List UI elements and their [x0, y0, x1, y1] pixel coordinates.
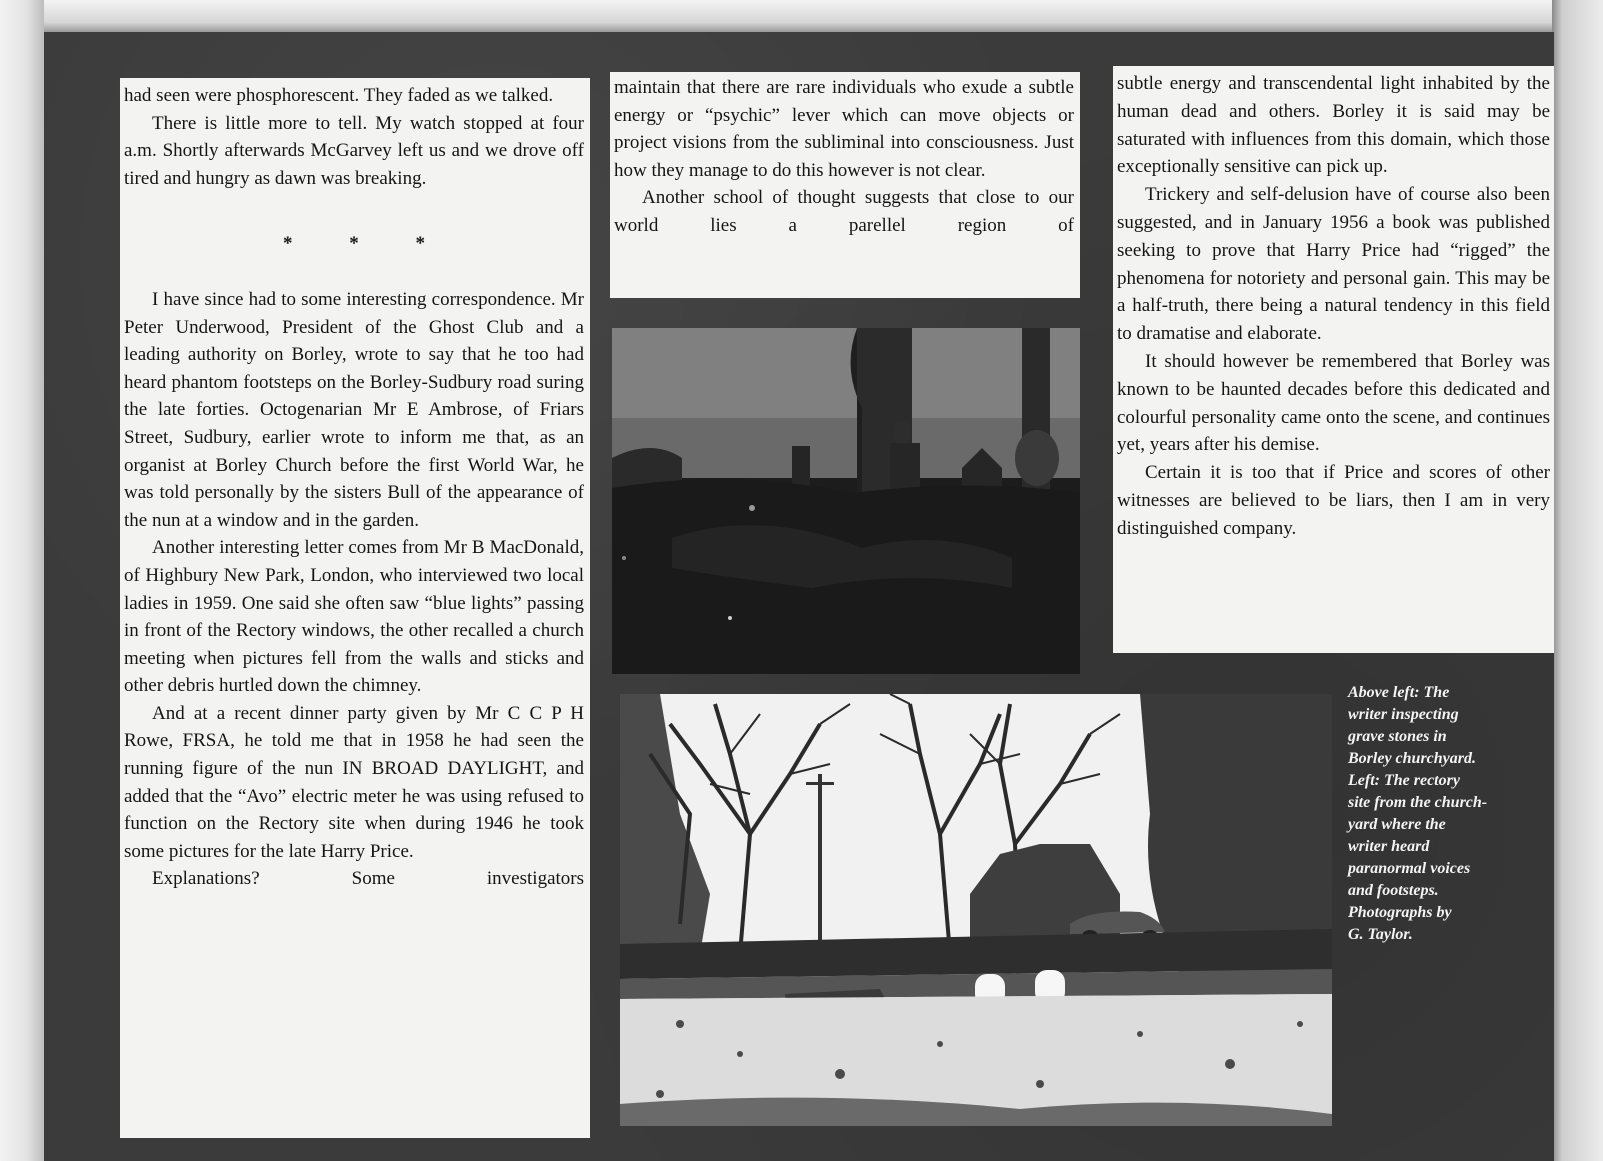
caption-line: Above left: The — [1348, 684, 1450, 701]
caption-line: Photographs by — [1348, 904, 1452, 921]
article-column-3 — [1113, 66, 1554, 653]
paragraph: maintain that there are rare individuals who exude a subtle energy or “psychic” lever which can move objects or project visions from the subliminal into consciousness. Just how they manage to do this however is not clear. — [614, 77, 1074, 181]
rectory-site-photo-image — [620, 694, 1332, 1126]
paragraph: Another interesting letter comes from Mr B MacDonald, of Highbury New Park, London, who interviewed two local ladies in 1959. One said she often saw “blue lights” passing in front of the Rectory windows, the other recalled a church meeting when pictures fell from the walls and sticks and other debris hurtled down the chimney. — [124, 537, 584, 697]
caption-line: yard where the — [1348, 816, 1446, 833]
churchyard-photo-image — [612, 328, 1080, 674]
caption-line: Borley churchyard. — [1348, 750, 1476, 767]
paragraph: Trickery and self-delusion have of course also been suggested, and in January 1956 a book was published seeking to prove that Harry Price had “rigged” the phenomena for notoriety and personal gain. This may be a half-truth, there being a natural tendency in this field to dramatise and elaborate. — [1117, 184, 1550, 345]
caption-line: paranormal voices — [1348, 860, 1471, 877]
scan-edge-left — [0, 0, 44, 1161]
caption-line: writer heard — [1348, 838, 1430, 855]
paragraph: It should however be remembered that Borley was known to be haunted decades before this dedicated and colourful personality came onto the scene, and continues yet, years after his demise. — [1117, 350, 1550, 456]
caption-line: grave stones in — [1348, 728, 1447, 745]
caption-line: writer inspecting — [1348, 706, 1459, 723]
caption-line: Left: The rectory — [1348, 772, 1460, 789]
article-column-2 — [610, 72, 1080, 298]
paragraph: had seen were phosphorescent. They faded as we talked. — [124, 85, 554, 106]
caption-line: G. Taylor. — [1348, 926, 1413, 943]
scan-edge-right — [1552, 0, 1603, 1161]
paragraph: There is little more to tell. My watch stopped at four a.m. Shortly afterwards McGarvey left us and we drove off tired and hungry as dawn was breaking. — [124, 112, 584, 189]
scan-edge-top — [0, 0, 1603, 32]
paragraph: I have since had to some interesting correspondence. Mr Peter Underwood, President of the Ghost Club and a leading authority on Borley, wrote to say that he too had heard phantom footsteps on the Borley-Sudbury road suring the late forties. Octogenarian Mr E Ambrose, of Friars Street, Sudbury, earlier wrote to inform me that, as an organist at Borley Church before the first World War, he was told personally by the sisters Bull of the appearance of the nun at a window and in the garden. — [124, 288, 584, 531]
paragraph: Certain it is too that if Price and scores of other witnesses are believed to be liars, then I am in very distinguished company. — [1117, 462, 1550, 539]
paragraph: Another school of thought suggests that close to our world lies a parellel region of — [614, 187, 1074, 236]
rectory-site-photo — [620, 694, 1332, 1126]
section-separator: * * * — [283, 233, 451, 255]
article-column-1 — [120, 78, 590, 1138]
caption-line: site from the church- — [1348, 794, 1488, 811]
paragraph: Explanations? Some investigators — [152, 868, 584, 890]
paragraph: And at a recent dinner party given by Mr C C P H Rowe, FRSA, he told me that in 1958 he had seen the running figure of the nun IN BROAD DAYLIGHT, and added that the “Avo” electric meter he was using refused to function on the Rectory site when during 1946 he took some pictures for the late Harry Price. — [124, 702, 584, 862]
paragraph: subtle energy and transcendental light inhabited by the human dead and others. Borley it is said may be saturated with influences from this domain, which those exceptionally sensitive can pick up. — [1117, 73, 1550, 178]
churchyard-photo — [612, 328, 1080, 674]
photo-caption — [1348, 682, 1548, 946]
caption-line: and footsteps. — [1348, 882, 1439, 899]
